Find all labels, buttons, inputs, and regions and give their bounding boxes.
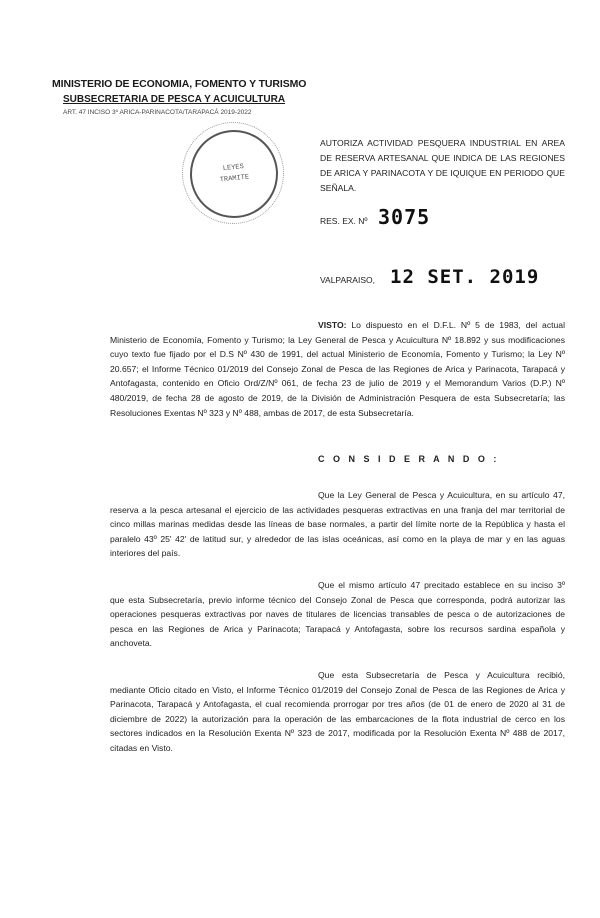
resolution-label: RES. EX. Nº (320, 216, 368, 226)
ministry-name: MINISTERIO DE ECONOMIA, FOMENTO Y TURISMO (52, 78, 307, 90)
resolution-subject: AUTORIZA ACTIVIDAD PESQUERA INDUSTRIAL EN AREA DE RESERVA ARTESANAL QUE INDICA DE LAS REGIONES DE ARICA Y PARINACOTA Y DE IQUIQUE EN PERIODO QUE SEÑALA. (320, 138, 565, 193)
considerando-item-1 (110, 488, 565, 561)
visto-text: Lo dispuesto en el D.F.L. Nº 5 de 1983, del actual Ministerio de Economía, Fomento y Turismo; la Ley General de Pesca y Acuicultura Nº 18.892 y sus modificaciones cuyo texto fue fijado por el D.S Nº 430 de 1991, del actual Ministerio de Economía, Fomento y Turismo; la Ley Nº 20.657; el Informe Técnico 01/2019 del Consejo Zonal de Pesca de las Regiones de Arica y Parinacota, Tarapacá y Antofagasta, contenido en Oficio Ord/Z/Nº 061, de fecha 23 de julio de 2019 y el Memorandum Varios (D.P.) Nº 480/2019, de fecha 28 de agosto de 2019, de la División de Administración Pesquera de esta Subsecretaría; las Resoluciones Exentas Nº 323 y Nº 488, ambas de 2017, de esta Subsecretaría. (110, 320, 565, 418)
considerando-item-2 (110, 578, 565, 651)
reference-line: ART. 47 INCISO 3º ARICA-PARINACOTA/TARAPACÁ 2019-2022 (63, 109, 252, 116)
considerando-text-2: Que el mismo artículo 47 precitado establece en su inciso 3º que esta Subsecretaría, previo informe técnico del Consejo Zonal de Pesca que corresponda, podrá autorizar las operaciones pesqueras extractivas por naves de titulares de licencias transables de pesca o de autorizaciones de pesca en las Regiones de Arica y Parinacota; Tarapacá y Antofagasta, sobre los recursos sardina española y anchoveta. (110, 580, 565, 649)
considerando-item-3 (110, 668, 565, 756)
visto-paragraph (110, 318, 565, 420)
date-place: VALPARAISO, (320, 275, 375, 285)
resolution-number: 3075 (378, 205, 431, 229)
visto-label: VISTO: (318, 320, 347, 330)
considerando-heading: C O N S I D E R A N D O : (318, 454, 500, 464)
stamp-line-2: TRAMITE (219, 173, 250, 185)
stamp-line-1: LEYES (222, 162, 245, 174)
considerando-text-1: Que la Ley General de Pesca y Acuicultura, en su artículo 47, reserva a la pesca artesanal el ejercicio de las actividades pesqueras extractivas en una franja del mar territorial de cinco millas marinas medidas desde las líneas de base normales, a partir del límite norte de la República y hasta el paralelo 43º 25' 42' de latitud sur, y alrededor de las islas oceánicas, así como en la playa de mar y en las aguas interiores del país. (110, 490, 565, 559)
resolution-date: 12 SET. 2019 (390, 266, 540, 288)
subsecretaria-name: SUBSECRETARIA DE PESCA Y ACUICULTURA (63, 94, 286, 105)
considerando-text-3: Que esta Subsecretaría de Pesca y Acuicultura recibió, mediante Oficio citado en Visto, el Informe Técnico 01/2019 del Consejo Zonal de Pesca de las Regiones de Arica y Parinacota, Tarapacá y Antofagasta, el cual recomienda prorrogar por tres años (de 01 de enero de 2020 al 31 de diciembre de 2022) la autorización para la operación de las embarcaciones de la flota industrial de cerco en los sectores indicados en la Resolución Exenta Nº 323 de 2017, modificada por la Resolución Exenta Nº 488 de 2017, citadas en Visto. (110, 670, 565, 753)
